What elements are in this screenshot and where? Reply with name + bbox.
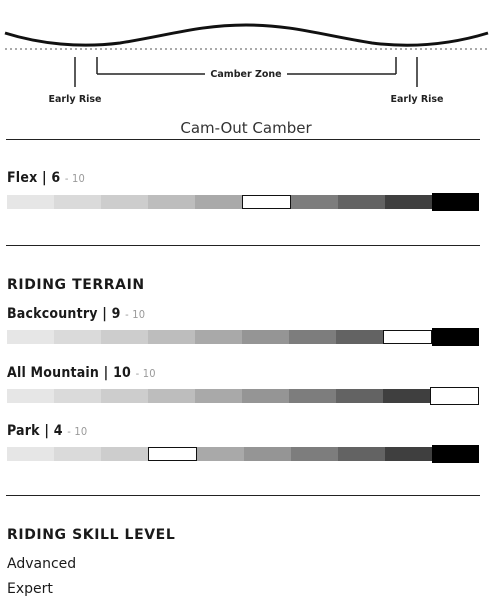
flex-max: - 10 — [64, 172, 86, 185]
scale-step-8 — [336, 330, 383, 344]
flex-value: 6 — [51, 170, 61, 186]
skill-level-expert: Expert — [7, 581, 53, 597]
park-label: Park | 4 - 10 — [7, 423, 88, 439]
flex-label: Flex | 6 - 10 — [7, 170, 86, 186]
scale-step-2 — [54, 447, 101, 461]
board-profile-line — [5, 25, 488, 45]
scale-step-5 — [195, 389, 242, 403]
park-scale-bar — [7, 445, 479, 463]
scale-step-8 — [336, 389, 383, 403]
scale-step-10 — [432, 445, 479, 463]
early-rise-left-label: Early Rise — [48, 94, 102, 105]
scale-step-6 — [242, 389, 289, 403]
scale-step-8 — [338, 195, 385, 209]
scale-step-4-selected — [148, 447, 197, 461]
scale-step-7 — [289, 389, 336, 403]
scale-step-9 — [385, 195, 432, 209]
all-mountain-label: All Mountain | 10 - 10 — [7, 365, 156, 381]
scale-step-1 — [7, 389, 54, 403]
backcountry-scale-bar — [7, 328, 479, 346]
park-value: 4 — [53, 423, 63, 439]
scale-step-2 — [54, 330, 101, 344]
scale-step-4 — [148, 195, 195, 209]
divider — [6, 245, 480, 246]
scale-step-10 — [432, 193, 479, 211]
riding-skill-title: RIDING SKILL LEVEL — [7, 527, 176, 543]
camber-profile-diagram — [0, 0, 492, 140]
divider — [6, 495, 480, 496]
all-mountain-value: 10 — [113, 365, 131, 381]
backcountry-value: 9 — [111, 306, 121, 322]
scale-step-5 — [195, 195, 242, 209]
scale-step-5 — [195, 330, 242, 344]
divider — [6, 139, 480, 140]
scale-step-9 — [383, 389, 430, 403]
scale-step-6 — [242, 330, 289, 344]
scale-step-3 — [101, 195, 148, 209]
scale-step-9-selected — [383, 330, 432, 344]
scale-step-7 — [291, 447, 338, 461]
scale-step-3 — [101, 330, 148, 344]
scale-step-10-selected — [430, 387, 479, 405]
scale-step-3 — [101, 389, 148, 403]
camber-profile-name: Cam-Out Camber — [180, 119, 312, 137]
scale-step-6 — [244, 447, 291, 461]
camber-zone-label: Camber Zone — [210, 69, 282, 80]
scale-step-7 — [291, 195, 338, 209]
backcountry-max: - 10 — [125, 308, 146, 321]
scale-step-10 — [432, 328, 479, 346]
scale-step-3 — [101, 447, 148, 461]
park-name: Park — [7, 423, 40, 439]
scale-step-2 — [54, 389, 101, 403]
scale-step-4 — [148, 330, 195, 344]
scale-step-2 — [54, 195, 101, 209]
scale-step-1 — [7, 447, 54, 461]
early-rise-right-label: Early Rise — [390, 94, 444, 105]
backcountry-name: Backcountry — [7, 306, 98, 322]
scale-step-7 — [289, 330, 336, 344]
scale-step-4 — [148, 389, 195, 403]
scale-step-8 — [338, 447, 385, 461]
all-mountain-max: - 10 — [135, 367, 156, 380]
flex-name: Flex — [7, 170, 38, 186]
flex-scale-bar — [7, 193, 479, 211]
park-max: - 10 — [67, 425, 88, 438]
backcountry-label: Backcountry | 9 - 10 — [7, 306, 146, 322]
all-mountain-name: All Mountain — [7, 365, 100, 381]
all-mountain-scale-bar — [7, 387, 479, 405]
skill-level-advanced: Advanced — [7, 556, 77, 572]
scale-step-1 — [7, 195, 54, 209]
scale-step-6-selected — [242, 195, 291, 209]
scale-step-9 — [385, 447, 432, 461]
riding-terrain-title: RIDING TERRAIN — [7, 277, 145, 293]
scale-step-1 — [7, 330, 54, 344]
scale-step-5 — [197, 447, 244, 461]
